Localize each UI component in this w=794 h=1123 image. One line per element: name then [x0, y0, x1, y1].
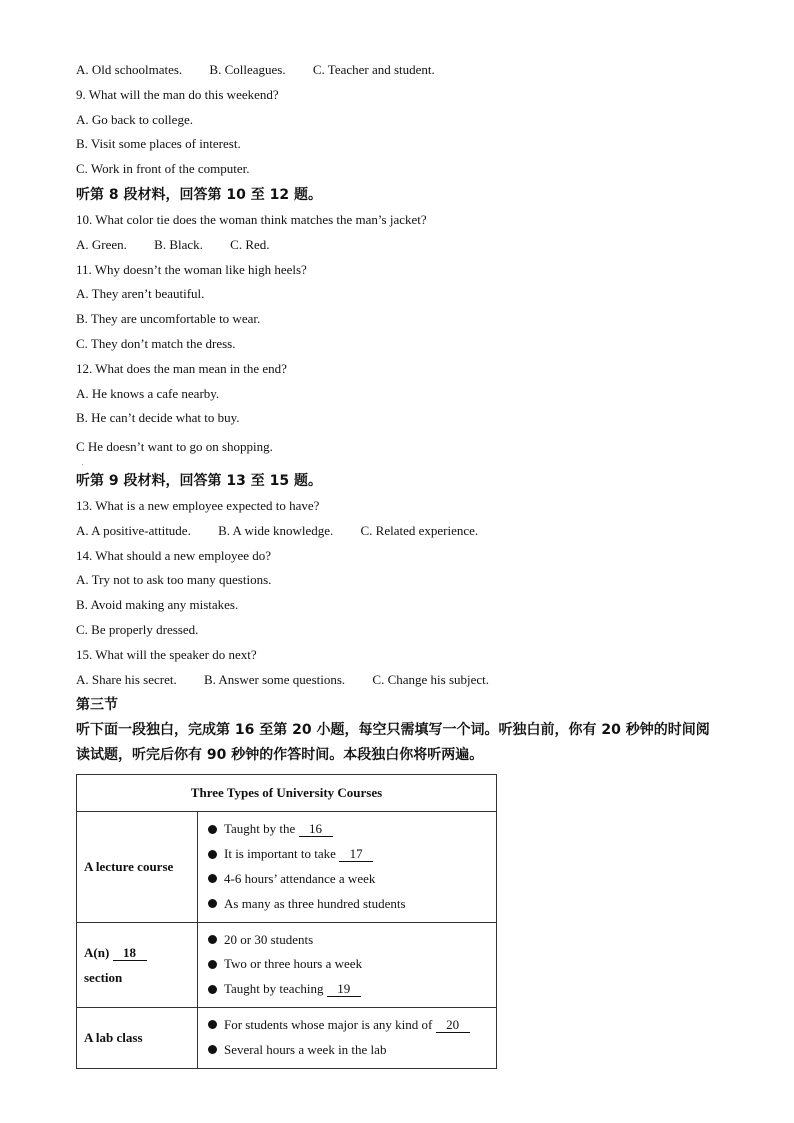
exam-page: [76, 58, 726, 1069]
answer-blank-18[interactable]: 18: [113, 946, 147, 961]
q14-question: 14. What should a new employee do?: [76, 547, 272, 563]
section-item: [208, 977, 488, 1002]
answer-blank-17[interactable]: 17: [339, 847, 373, 862]
stray-mark: .: [82, 460, 84, 467]
q15-option-c: C. Change his subject.: [372, 671, 490, 687]
item-text: As many as three hundred students: [224, 895, 406, 911]
item-text: 4-6 hours’ attendance a week: [224, 870, 376, 886]
table-row-lab: [77, 1007, 497, 1068]
answer-blank-20[interactable]: 20: [436, 1018, 470, 1033]
item-text: Two or three hours a week: [224, 956, 363, 972]
q8-option-c: C. Teacher and student.: [312, 62, 435, 77]
q10-option-a: A. Green.: [76, 236, 127, 252]
section-label-prefix: A(n): [84, 944, 113, 960]
q12-option-a: A. He knows a cafe nearby.: [76, 385, 220, 401]
item-text: For students whose major is any kind of: [224, 1016, 436, 1032]
q9-question: 9. What will the man do this weekend?: [76, 86, 279, 102]
q11-question: 11. Why doesn’t the woman like high heels?: [76, 261, 307, 277]
q8-options: [76, 58, 726, 83]
answer-blank-19[interactable]: 19: [327, 982, 361, 997]
q8-option-a: A. Old schoolmates.: [76, 62, 183, 77]
q12-option-c: C He doesn’t want to go on shopping.: [76, 439, 273, 455]
bullet-icon: [208, 1020, 217, 1029]
part3-title: 第三节: [76, 697, 118, 714]
q9-option-c: C. Work in front of the computer.: [76, 161, 250, 177]
section9-heading: 听第 9 段材料，回答第 13 至 15 题。: [76, 472, 322, 489]
item-text: Taught by teaching: [224, 981, 327, 997]
lecture-item: [208, 867, 488, 892]
section-item: [208, 952, 488, 977]
section-item: [208, 928, 488, 953]
bullet-icon: [208, 985, 217, 994]
q14-option-c: C. Be properly dressed.: [76, 621, 199, 637]
q13-option-b: B. A wide knowledge.: [218, 522, 334, 538]
q9-option-a: A. Go back to college.: [76, 111, 193, 127]
lab-item: [208, 1038, 488, 1063]
section-label-suffix: section: [84, 969, 123, 985]
q13-options: [76, 519, 726, 544]
item-text: Taught by the: [224, 821, 299, 837]
bullet-icon: [208, 899, 217, 908]
q10-option-b: B. Black.: [154, 236, 203, 252]
q11-option-a: A. They aren’t beautiful.: [76, 286, 205, 302]
q12-question: 12. What does the man mean in the end?: [76, 360, 287, 376]
table-title: Three Types of University Courses: [77, 775, 497, 812]
table-header-row: [77, 775, 497, 812]
lecture-item: [208, 842, 488, 867]
q9-option-b: B. Visit some places of interest.: [76, 136, 241, 152]
q15-options: [76, 668, 726, 693]
table-row-section: [77, 922, 497, 1007]
q15-option-a: A. Share his secret.: [76, 671, 177, 687]
section-items: [198, 922, 497, 1007]
item-text: It is important to take: [224, 846, 340, 862]
section-label: [77, 922, 198, 1007]
item-text: 20 or 30 students: [224, 931, 314, 947]
section8-heading: 听第 8 段材料，回答第 10 至 12 题。: [76, 186, 322, 203]
q14-option-b: B. Avoid making any mistakes.: [76, 597, 239, 613]
q11-option-c: C. They don’t match the dress.: [76, 335, 236, 351]
q14-option-a: A. Try not to ask too many questions.: [76, 572, 272, 588]
answer-blank-16[interactable]: 16: [299, 822, 333, 837]
part3-instructions: 听下面一段独白，完成第 16 至第 20 小题，每空只需填写一个词。听独白前，你有 20 秒钟的时间阅读试题，听完后你有 90 秒钟的作答时间。本段独白你将听两遍。: [76, 722, 710, 764]
item-text: Several hours a week in the lab: [224, 1041, 387, 1057]
bullet-icon: [208, 1045, 217, 1054]
lecture-items: [198, 812, 497, 922]
bullet-icon: [208, 960, 217, 969]
bullet-icon: [208, 825, 217, 834]
q10-option-c: C. Red.: [230, 236, 270, 252]
courses-table: [76, 774, 497, 1068]
q11-option-b: B. They are uncomfortable to wear.: [76, 311, 261, 327]
lecture-item: [208, 892, 488, 917]
q12-option-b: B. He can’t decide what to buy.: [76, 410, 240, 426]
bullet-icon: [208, 850, 217, 859]
q15-question: 15. What will the speaker do next?: [76, 646, 257, 662]
q10-question: 10. What color tie does the woman think matches the man’s jacket?: [76, 211, 427, 227]
lecture-item: [208, 817, 488, 842]
table-row-lecture: [77, 812, 497, 922]
q8-option-b: B. Colleagues.: [209, 62, 286, 77]
q13-option-c: C. Related experience.: [360, 522, 479, 538]
q15-option-b: B. Answer some questions.: [203, 671, 346, 687]
bullet-icon: [208, 935, 217, 944]
q13-option-a: A. A positive-attitude.: [76, 522, 191, 538]
lecture-label: A lecture course: [77, 812, 198, 922]
lab-label: A lab class: [77, 1007, 198, 1068]
lab-items: [198, 1007, 497, 1068]
lab-item: [208, 1013, 488, 1038]
q10-options: [76, 233, 726, 258]
bullet-icon: [208, 874, 217, 883]
q13-question: 13. What is a new employee expected to have?: [76, 497, 320, 513]
